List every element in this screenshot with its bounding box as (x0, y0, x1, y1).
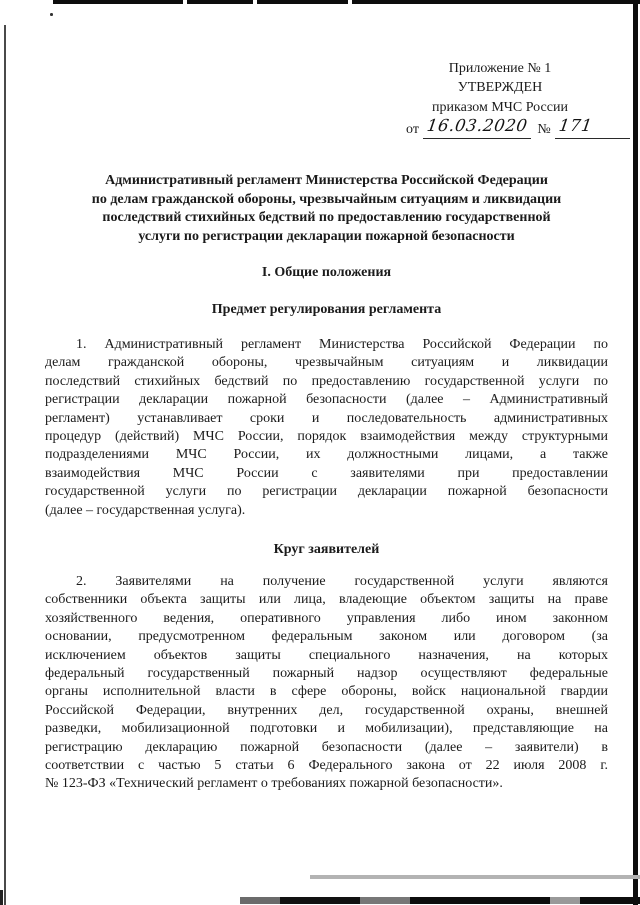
document-title (45, 172, 608, 246)
text-line: подразделениями МЧС России, их должностными лицами, а также (45, 447, 608, 463)
order-date-number-line (406, 118, 597, 139)
text-line: исключением объектов защиты специального назначения, на которых (45, 647, 608, 663)
text-line: органы исполнительной власти в сфере обороны, войск национальной гвардии (45, 684, 608, 700)
text-line: основании, предусмотренном федеральным законом или договором (за (45, 629, 608, 645)
text-line: (далее – государственная услуга). (45, 502, 246, 518)
text-line: соответствии с частью 5 статьи 6 Федерального закона от 22 июля 2008 г. (45, 758, 608, 774)
section-heading: I. Общие положения (261, 265, 392, 280)
text-line: последствий стихийных бедствий по предоставлению государственной услуги по (45, 373, 608, 389)
text-line: № 123-ФЗ «Технический регламент о требованиях пожарной безопасности». (45, 776, 503, 792)
subsection-heading-subject: Предмет регулирования регламента (211, 302, 442, 317)
text-line: Российской Федерации, внутренних дел, государственной охраны, внешней (45, 702, 608, 718)
text-line: последствий стихийных бедствий по предоставлению государственной (102, 210, 551, 226)
text-line: 2. Заявителями на получение государственной услуги являются (76, 574, 608, 589)
order-date-prefix: от (406, 121, 419, 137)
text-line: федеральный государственный пожарный надзор осуществляют федеральные (45, 666, 608, 682)
approval-block (403, 59, 597, 139)
order-date-underline (423, 118, 531, 139)
appendix-label: Приложение № 1 (448, 61, 552, 76)
scan-border-bottom (240, 897, 640, 904)
text-line: Административный регламент Министерства Российской Федерации (105, 173, 548, 188)
subsection-heading-applicants: Круг заявителей (273, 542, 380, 557)
text-line: регистрации декларации пожарной безопасности (далее – Административный (45, 392, 608, 408)
scan-artifact-nub (0, 890, 3, 905)
scan-border-right (633, 0, 638, 905)
text-line: собственники объекта защиты или лица, владеющие объектом защиты на праве (45, 592, 608, 608)
order-number-sign: № (537, 121, 551, 137)
scan-border-top (53, 0, 640, 4)
order-date-handwritten: 16.03.2020 (425, 116, 529, 136)
paragraph-1 (45, 336, 608, 520)
scan-border-left (4, 25, 6, 905)
text-line: регламент) устанавливает сроки и последовательность административных (45, 410, 608, 426)
order-by-label: приказом МЧС России (432, 99, 568, 115)
text-line: регистрацию декларацию пожарной безопасности (далее – заявители) в (45, 739, 608, 755)
text-line: 1. Административный регламент Министерства Российской Федерации по (76, 337, 608, 352)
scan-artifact-smear (310, 875, 640, 879)
order-number-underline (555, 118, 630, 139)
order-number-handwritten: 171 (557, 116, 594, 136)
text-line: взаимодействия МЧС России с заявителями при предоставлении (45, 465, 608, 481)
paragraph-2 (45, 573, 608, 794)
text-line: разведки, мобилизационной подготовки и мобилизации), представляющие на (45, 721, 608, 737)
text-line: услуги по регистрации декларации пожарной безопасности (138, 228, 515, 244)
text-line: государственной услуги по регистрации декларации пожарной безопасности (45, 484, 608, 500)
text-line: процедур (действий) МЧС России, порядок взаимодействия между структурными (45, 429, 608, 445)
scan-artifact-dot (50, 13, 53, 16)
text-line: хозяйственного ведения, оперативного управления либо ином законном (45, 610, 608, 626)
text-line: делам гражданской обороны, чрезвычайным ситуациям и ликвидации (45, 355, 608, 371)
text-line: по делам гражданской обороны, чрезвычайным ситуациям и ликвидации (91, 191, 562, 207)
approved-label: УТВЕРЖДЕН (457, 80, 543, 96)
